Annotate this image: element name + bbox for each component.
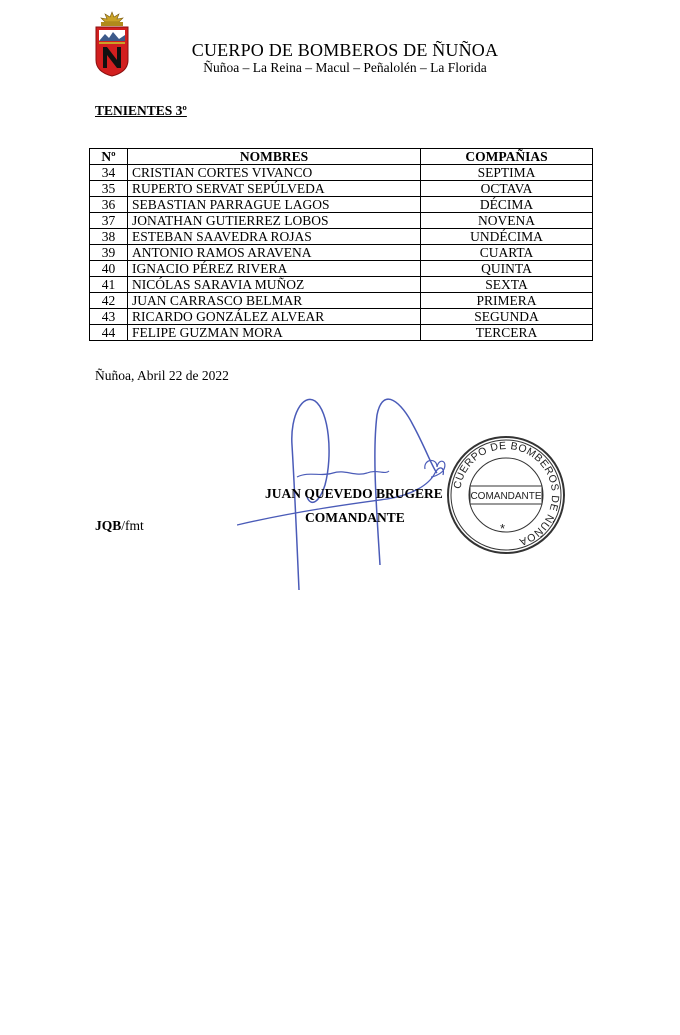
row-number: 44: [90, 325, 128, 341]
row-number: 39: [90, 245, 128, 261]
row-name: JUAN CARRASCO BELMAR: [128, 293, 421, 309]
row-company: TERCERA: [421, 325, 593, 341]
row-company: QUINTA: [421, 261, 593, 277]
initials-rest: /fmt: [121, 518, 144, 533]
table-row: [90, 261, 593, 277]
row-company: UNDÉCIMA: [421, 229, 593, 245]
table-row: [90, 165, 593, 181]
row-number: 40: [90, 261, 128, 277]
row-name: ANTONIO RAMOS ARAVENA: [128, 245, 421, 261]
table-row: [90, 309, 593, 325]
initials-bold: JQB: [95, 518, 122, 533]
svg-text:*: *: [500, 521, 506, 536]
table-row: [90, 325, 593, 341]
signatory-title: COMANDANTE: [305, 510, 405, 525]
row-company: SEPTIMA: [421, 165, 593, 181]
row-name: ESTEBAN SAAVEDRA ROJAS: [128, 229, 421, 245]
row-company: CUARTA: [421, 245, 593, 261]
letterhead: [150, 40, 540, 76]
svg-text:COMANDANTE: COMANDANTE: [470, 491, 542, 502]
table-header-row: [90, 149, 593, 165]
row-name: JONATHAN GUTIERREZ LOBOS: [128, 213, 421, 229]
svg-text:CUERPO DE BOMBEROS DE ÑUÑOA: CUERPO DE BOMBEROS DE ÑUÑOA: [451, 439, 562, 548]
reference-initials: [95, 518, 144, 534]
column-header-companies: COMPAÑIAS: [421, 149, 593, 165]
table-row: [90, 277, 593, 293]
row-company: NOVENA: [421, 213, 593, 229]
date-line: Ñuñoa, Abril 22 de 2022: [95, 368, 229, 383]
row-number: 36: [90, 197, 128, 213]
signatory-name: JUAN QUEVEDO BRUGERE: [265, 486, 443, 501]
organization-name: CUERPO DE BOMBEROS DE ÑUÑOA: [191, 40, 499, 60]
row-number: 38: [90, 229, 128, 245]
table-row: [90, 293, 593, 309]
signature-block: [237, 385, 565, 593]
table-row: [90, 181, 593, 197]
row-company: SEXTA: [421, 277, 593, 293]
row-name: RICARDO GONZÁLEZ ALVEAR: [128, 309, 421, 325]
row-name: SEBASTIAN PARRAGUE LAGOS: [128, 197, 421, 213]
table-row: [90, 213, 593, 229]
row-company: DÉCIMA: [421, 197, 593, 213]
section-title: TENIENTES 3º: [95, 103, 187, 118]
lieutenants-table: [89, 148, 593, 341]
row-number: 42: [90, 293, 128, 309]
row-company: SEGUNDA: [421, 309, 593, 325]
table-row: [90, 245, 593, 261]
row-name: IGNACIO PÉREZ RIVERA: [128, 261, 421, 277]
row-company: OCTAVA: [421, 181, 593, 197]
row-name: CRISTIAN CORTES VIVANCO: [128, 165, 421, 181]
row-number: 41: [90, 277, 128, 293]
row-name: NICÓLAS SARAVIA MUÑOZ: [128, 277, 421, 293]
column-header-number: Nº: [90, 149, 128, 165]
row-number: 34: [90, 165, 128, 181]
table-row: [90, 197, 593, 213]
row-company: PRIMERA: [421, 293, 593, 309]
table-row: [90, 229, 593, 245]
communes-line: Ñuñoa – La Reina – Macul – Peñalolén – La Florida: [203, 60, 487, 75]
fire-department-crest-icon: [93, 10, 131, 78]
row-name: FELIPE GUZMAN MORA: [128, 325, 421, 341]
row-number: 35: [90, 181, 128, 197]
company-stamp: [448, 437, 564, 553]
row-number: 43: [90, 309, 128, 325]
column-header-names: NOMBRES: [128, 149, 421, 165]
row-name: RUPERTO SERVAT SEPÚLVEDA: [128, 181, 421, 197]
row-number: 37: [90, 213, 128, 229]
